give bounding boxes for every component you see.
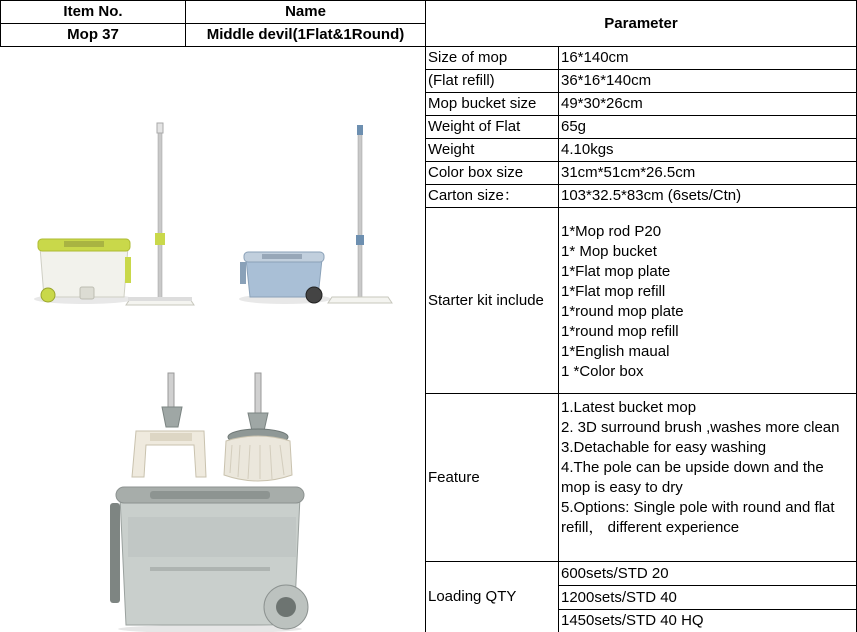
starter-kit-lines [561,222,856,382]
starter-kit-item: 1*Mop rod P20 [561,223,662,240]
spec-label-cell [426,162,559,185]
spec-label-cell [426,47,559,70]
loading-qty-row-2 [559,586,857,610]
feature-line: 2. 3D surround brush ,washes more clean [561,419,840,436]
spec-value: 36*16*140cm [561,72,652,89]
starter-kit-list [559,208,857,394]
spec-value-cell [559,185,857,208]
loading-qty-value: 1200sets/STD 40 [561,588,677,606]
spec-label-cell [426,185,559,208]
feature-lines [561,398,856,538]
spec-label: Carton size： [428,187,519,204]
blue-bucket-set-image [239,125,392,304]
spec-label: (Flat refill) [428,72,495,89]
item-no-header [0,0,186,24]
spec-label: Size of mop [428,49,508,66]
starter-kit-item: 1*Flat mop plate [561,263,671,280]
spec-value: 103*32.5*83cm (6sets/Ctn) [561,187,742,204]
loading-qty-row-1 [559,562,857,586]
grey-bucket-image [110,487,308,632]
parameter-header [426,0,857,47]
loading-qty-value: 600sets/STD 20 [561,564,669,582]
name-value-text: Middle devil(1Flat&1Round) [206,26,405,43]
loading-qty-value: 1450sets/STD 40 HQ [561,612,704,629]
round-mop-head-image [224,373,292,481]
spec-value-cell [559,93,857,116]
loading-qty-row-3 [559,610,857,632]
spec-label-cell [426,116,559,139]
feature-label [426,394,559,562]
spec-label-cell [426,70,559,93]
spec-value-cell [559,139,857,162]
spec-value: 65g [561,118,587,135]
name-header [186,0,426,24]
spec-value: 4.10kgs [561,141,614,158]
starter-kit-item: 1*Flat mop refill [561,283,666,300]
starter-kit-item: 1 *Color box [561,363,644,380]
spec-value: 16*140cm [561,49,629,66]
loading-qty-label [426,562,559,632]
item-no-header-text: Item No. [63,3,123,20]
feature-line: mop is easy to dry [561,479,683,496]
parameter-header-text: Parameter [604,14,678,32]
starter-kit-item: 1*round mop refill [561,323,679,340]
item-no-value-text: Mop 37 [67,26,119,43]
starter-kit-item: 1* Mop bucket [561,243,657,260]
feature-line: 3.Detachable for easy washing [561,439,767,456]
flat-mop-head-image [132,373,206,477]
spec-label: Weight of Flat [428,118,521,135]
feature-list [559,394,857,562]
spec-value: 49*30*26cm [561,95,643,112]
spec-label: Color box size [428,164,524,181]
spec-label: Mop bucket size [428,95,537,112]
starter-kit-label [426,208,559,394]
spec-value-cell [559,116,857,139]
item-no-value [0,24,186,47]
starter-kit-label-text: Starter kit include [428,291,544,309]
product-image-area [0,47,426,632]
name-value [186,24,426,47]
feature-line: 5.Options: Single pole with round and flat [561,499,835,516]
spec-label-cell [426,139,559,162]
starter-kit-item: 1*English maual [561,343,670,360]
spec-label: Weight [428,141,475,158]
feature-line: 4.The pole can be upside down and the [561,459,824,476]
starter-kit-item: 1*round mop plate [561,303,684,320]
green-bucket-set-image [34,123,194,305]
spec-value-cell [559,70,857,93]
spec-label-cell [426,93,559,116]
spec-value-cell [559,47,857,70]
spec-value: 31cm*51cm*26.5cm [561,164,696,181]
feature-line: refill， different experience [561,519,740,536]
loading-qty-label-text: Loading QTY [428,588,517,605]
feature-label-text: Feature [428,468,480,486]
spec-value-cell [559,162,857,185]
feature-line: 1.Latest bucket mop [561,399,697,416]
name-header-text: Name [285,3,326,20]
product-illustration [0,47,425,632]
